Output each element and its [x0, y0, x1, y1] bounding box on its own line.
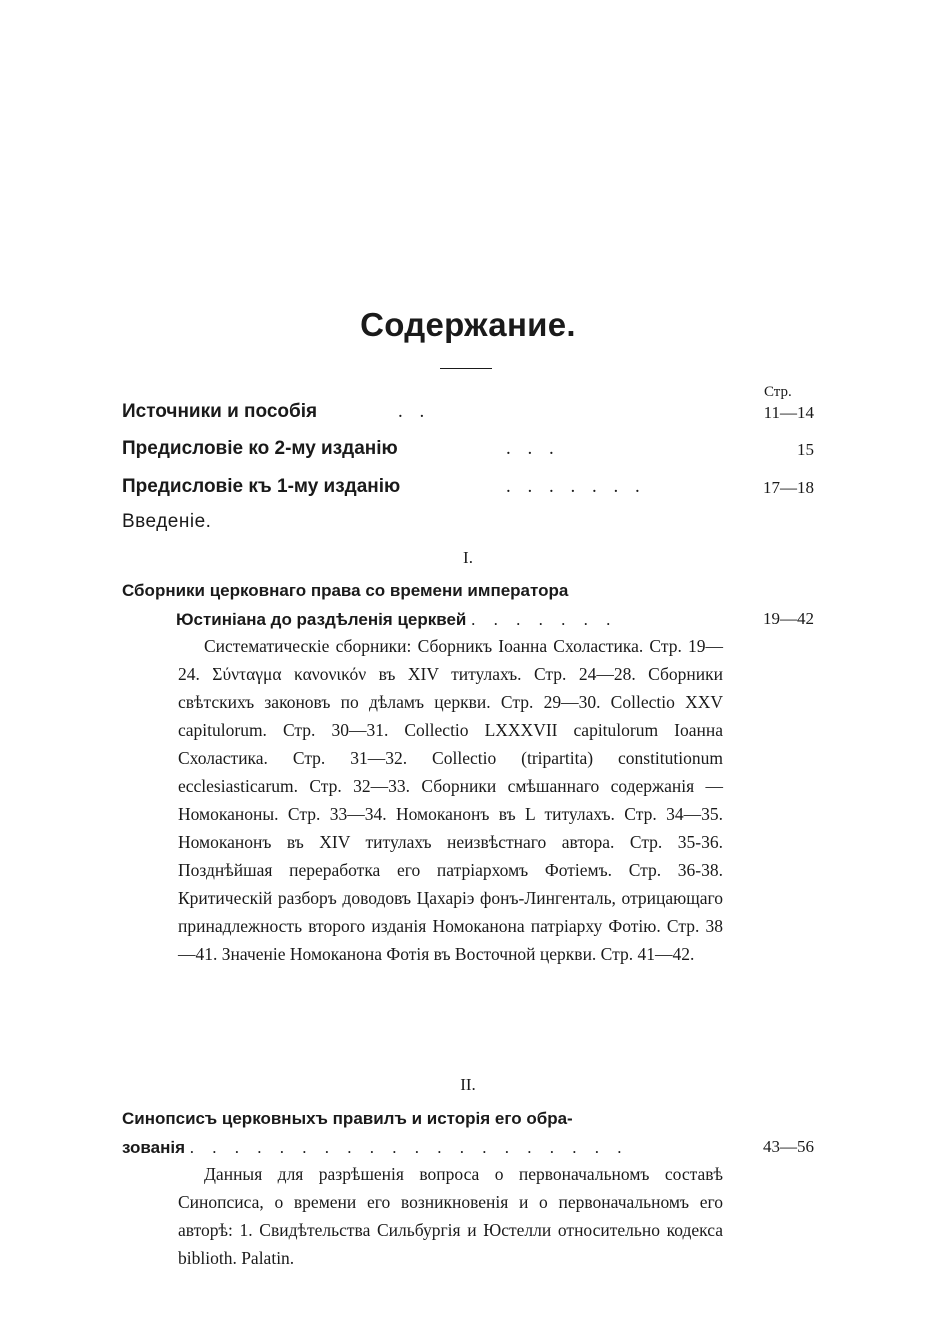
section-heading-line: Сборники церковнаго права со времени императора: [122, 581, 569, 600]
section-heading-line: Юстиніана до раздѣленія церквей . . . . . . .: [176, 610, 618, 629]
toc-entry-pages: 11—14: [763, 403, 814, 422]
toc-entry-pages: 17—18: [763, 478, 814, 497]
toc-entry-label: Источники и пособія: [122, 401, 318, 422]
section-1-heading[interactable]: [122, 576, 722, 634]
section-1-description: Систематическіе сборники: Сборникъ Іоанна Схоластика. Стр. 19—24. Σύνταγμα κανονικόν въ XIV титулахъ. Стр. 24—28. Сборники свѣтскихъ законовъ по дѣламъ церкви. Стр. 29—30. Collectio XXV capitulorum. Стр. 30—31. Collectio LXXXVII capitulorum Іоанна Схоластика. Стр. 31—32. Collectio (tripartita) constitutionum ecclesiasticarum. Стр. 32—33. Сборники смѣшаннаго содержанія — Номоканоны. Стр. 33—34. Номоканонъ въ L титулахъ. Стр. 34—35. Номоканонъ въ XIV титулахъ неизвѣстнаго автора. Стр. 35-36. Позднѣйшая переработка его патріархомъ Фотіемъ. Стр. 36-38. Критическій разборъ доводовъ Цахаріэ фонъ-Лингенталь, отрицающаго принадлежность второго изданія Номоканона патріарху Фотію. Стр. 38—41. Значеніе Номоканона Фотія въ Восточной церкви. Стр. 41—42.: [178, 636, 723, 964]
leader-dots: . .: [398, 401, 431, 422]
title-rule: [440, 368, 492, 369]
toc-entry-preface-2nd[interactable]: [122, 438, 814, 468]
section-heading-line: зованія . . . . . . . . . . . . . . . . . . . .: [122, 1138, 629, 1157]
toc-entry-sources[interactable]: [122, 401, 814, 431]
section-2-description: Данныя для разрѣшенія вопроса о первоначальномъ составѣ Синопсиса, о времени его возникновенія и о первоначальномъ его авторѣ: 1. Свидѣтельства Сильбургія и Юстелли относительно кодекса biblioth. Palatin.: [178, 1164, 723, 1268]
section-2-pages: 43—56: [763, 1137, 814, 1156]
section-1-pages: 19—42: [763, 609, 814, 628]
leader-dots: . . .: [506, 438, 560, 459]
toc-entry-introduction[interactable]: Введеніе.: [122, 511, 212, 532]
toc-entry-pages: 15: [797, 440, 814, 459]
section-heading-line: Синопсисъ церковныхъ правилъ и исторія его обра-: [122, 1109, 573, 1128]
toc-entry-preface-1st[interactable]: [122, 476, 814, 506]
section-2-numeral: II.: [460, 1075, 476, 1094]
section-1-numeral: I.: [463, 548, 473, 567]
leader-dots: . . . . . . .: [506, 476, 646, 497]
page-column-label: Стр.: [764, 384, 792, 400]
leader-dots: . . . . . . . . . . . . . . . . . . . .: [189, 1138, 629, 1157]
toc-entry-label: Предисловіе къ 1-му изданію: [122, 476, 401, 497]
section-2-heading[interactable]: [122, 1104, 722, 1162]
page-title: Содержание.: [360, 306, 576, 343]
leader-dots: . . . . . . .: [471, 610, 618, 629]
toc-entry-label: Предисловіе ко 2-му изданію: [122, 438, 398, 459]
